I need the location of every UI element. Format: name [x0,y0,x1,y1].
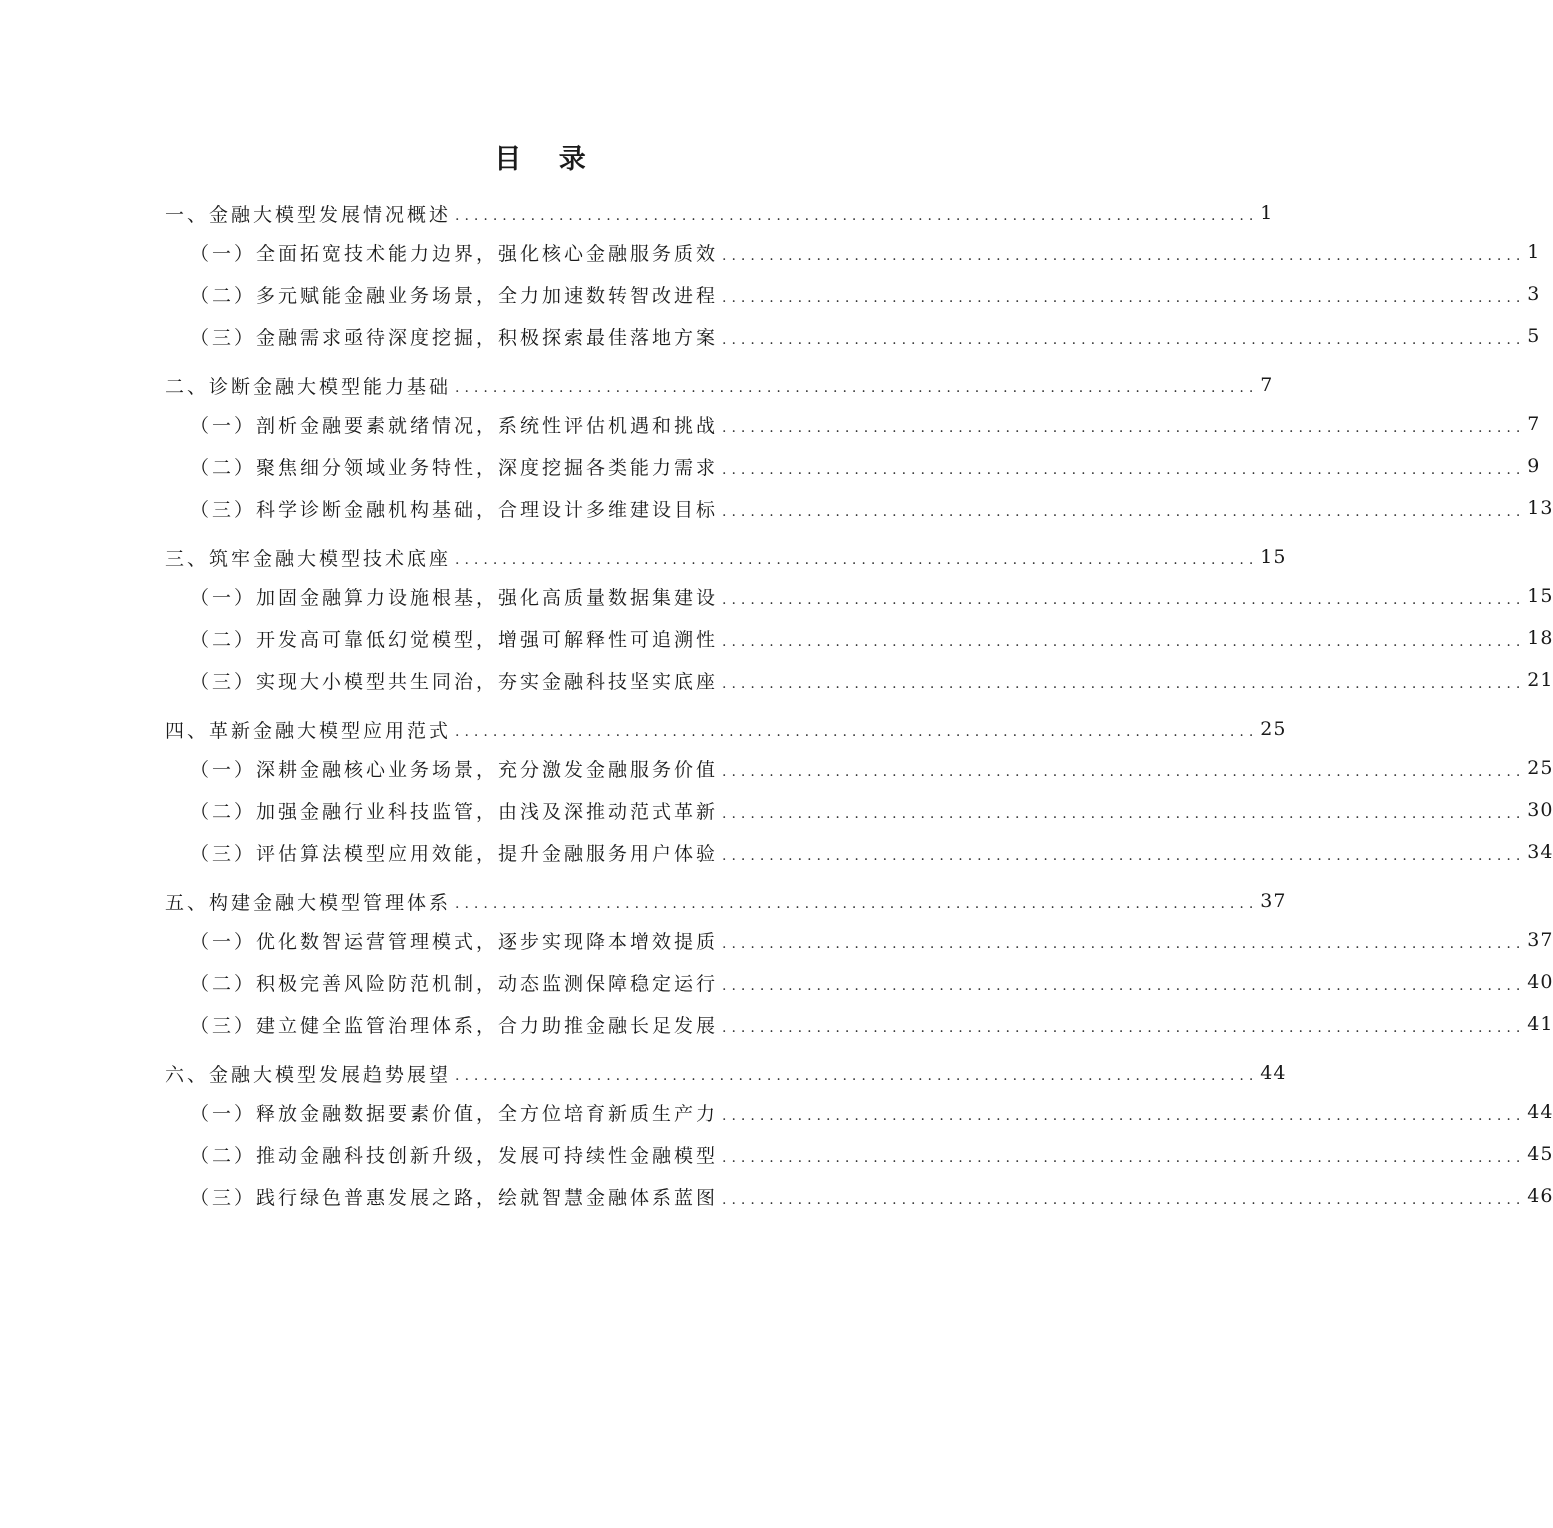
dot-leader: ..................................................................................... [722,462,1526,478]
toc-page-number: 1 [1527,241,1541,263]
toc-subsection-entry[interactable] [0,747,1553,789]
toc-title: 目 录 [494,144,600,175]
toc-page-number: 7 [1260,374,1274,396]
toc-section [0,539,1553,701]
toc-page-number: 25 [1527,757,1553,779]
toc-entry-label: 五、构建金融大模型管理体系 [165,891,452,914]
toc-page-number: 41 [1527,1013,1553,1035]
toc-subsection-entry[interactable] [0,617,1553,659]
toc-subsection-entry[interactable] [0,315,1541,357]
toc-entry-label: （二）积极完善风险防范机制，动态监测保障稳定运行 [190,972,719,995]
toc-page-number: 40 [1527,971,1553,993]
dot-leader: ..................................................................................... [722,1108,1526,1124]
toc-page-number: 30 [1527,799,1553,821]
toc-page-number: 3 [1527,283,1541,305]
toc-entry-label: （二）聚焦细分领域业务特性，深度挖掘各类能力需求 [190,456,719,479]
toc-section [0,883,1553,1045]
toc-entry-label: （一）全面拓宽技术能力边界，强化核心金融服务质效 [190,242,719,265]
dot-leader: ..................................................................................... [722,634,1526,650]
dot-leader: ..................................................................................... [722,332,1526,348]
toc-page-number: 37 [1527,929,1553,951]
toc-entry-label: （一）深耕金融核心业务场景，充分激发金融服务价值 [190,758,719,781]
dot-leader: ..................................................................................... [722,978,1526,994]
toc-entry-label: 四、革新金融大模型应用范式 [165,719,452,742]
toc-chapter-entry[interactable] [0,195,1274,231]
toc-section [0,711,1553,873]
dot-leader: ..................................................................................... [455,724,1259,740]
toc-page-number: 1 [1260,202,1274,224]
toc-page-number: 45 [1527,1143,1553,1165]
dot-leader: ..................................................................................... [722,764,1526,780]
toc-page-number: 15 [1260,546,1287,568]
toc-section [0,195,1541,357]
toc-entry-label: （三）金融需求亟待深度挖掘，积极探索最佳落地方案 [190,326,719,349]
toc-entry-label: （二）加强金融行业科技监管，由浅及深推动范式革新 [190,800,719,823]
toc-entry-label: 一、金融大模型发展情况概述 [165,203,452,226]
toc-subsection-entry[interactable] [0,659,1553,701]
toc-subsection-entry[interactable] [0,575,1553,617]
toc-entry-label: （一）释放金融数据要素价值，全方位培育新质生产力 [190,1102,719,1125]
toc-subsection-entry[interactable] [0,1091,1553,1133]
dot-leader: ..................................................................................... [722,806,1526,822]
dot-leader: ..................................................................................... [455,552,1259,568]
toc-subsection-entry[interactable] [0,403,1541,445]
toc-subsection-entry[interactable] [0,231,1541,273]
toc-section [0,1055,1553,1217]
toc-subsection-entry[interactable] [0,919,1553,961]
dot-leader: ..................................................................................... [722,504,1526,520]
dot-leader: ..................................................................................... [455,1068,1259,1084]
dot-leader: ..................................................................................... [722,592,1526,608]
toc-subsection-entry[interactable] [0,831,1553,873]
toc-page-number: 9 [1527,455,1541,477]
toc-page-number: 34 [1527,841,1553,863]
dot-leader: ..................................................................................... [722,676,1526,692]
toc-entry-label: （三）实现大小模型共生同治，夯实金融科技坚实底座 [190,670,719,693]
toc-entry-label: 六、金融大模型发展趋势展望 [165,1063,452,1086]
dot-leader: ..................................................................................... [455,896,1259,912]
toc-page-number: 44 [1260,1062,1287,1084]
toc-entry-label: （二）开发高可靠低幻觉模型，增强可解释性可追溯性 [190,628,719,651]
toc-page-number: 37 [1260,890,1287,912]
toc-entry-label: （二）推动金融科技创新升级，发展可持续性金融模型 [190,1144,719,1167]
toc-chapter-entry[interactable] [0,1055,1287,1091]
toc-subsection-entry[interactable] [0,1133,1553,1175]
toc-subsection-entry[interactable] [0,1003,1553,1045]
toc-entry-label: （三）科学诊断金融机构基础，合理设计多维建设目标 [190,498,719,521]
toc-entry-label: 三、筑牢金融大模型技术底座 [165,547,452,570]
toc-subsection-entry[interactable] [0,487,1553,529]
toc-page-number: 21 [1527,669,1553,691]
toc-entry-label: （三）评估算法模型应用效能，提升金融服务用户体验 [190,842,719,865]
toc-entry-label: （三）践行绿色普惠发展之路，绘就智慧金融体系蓝图 [190,1186,719,1209]
toc-chapter-entry[interactable] [0,367,1274,403]
toc-subsection-entry[interactable] [0,961,1553,1003]
toc-page-number: 15 [1527,585,1553,607]
toc-entry-label: （二）多元赋能金融业务场景，全力加速数转智改进程 [190,284,719,307]
toc-subsection-entry[interactable] [0,445,1541,487]
toc-chapter-entry[interactable] [0,883,1287,919]
table-of-contents [0,195,1553,1227]
dot-leader: ..................................................................................... [722,1150,1526,1166]
dot-leader: ..................................................................................... [722,936,1526,952]
dot-leader: ..................................................................................... [722,848,1526,864]
dot-leader: ..................................................................................... [455,208,1259,224]
toc-entry-label: （一）剖析金融要素就绪情况，系统性评估机遇和挑战 [190,414,719,437]
toc-page-number: 13 [1527,497,1553,519]
dot-leader: ..................................................................................... [722,290,1526,306]
dot-leader: ..................................................................................... [722,248,1526,264]
toc-subsection-entry[interactable] [0,789,1553,831]
toc-section [0,367,1553,529]
toc-chapter-entry[interactable] [0,711,1287,747]
dot-leader: ..................................................................................... [722,1020,1526,1036]
dot-leader: ..................................................................................... [455,380,1259,396]
toc-entry-label: （三）建立健全监管治理体系，合力助推金融长足发展 [190,1014,719,1037]
toc-page-number: 5 [1527,325,1541,347]
toc-chapter-entry[interactable] [0,539,1287,575]
toc-page-number: 44 [1527,1101,1553,1123]
toc-subsection-entry[interactable] [0,273,1541,315]
toc-page-number: 25 [1260,718,1287,740]
dot-leader: ..................................................................................... [722,420,1526,436]
toc-entry-label: （一）加固金融算力设施根基，强化高质量数据集建设 [190,586,719,609]
dot-leader: ..................................................................................... [722,1192,1526,1208]
toc-entry-label: （一）优化数智运营管理模式，逐步实现降本增效提质 [190,930,719,953]
toc-page-number: 46 [1527,1185,1553,1207]
toc-subsection-entry[interactable] [0,1175,1553,1217]
toc-page-number: 18 [1527,627,1553,649]
toc-page-number: 7 [1527,413,1541,435]
toc-entry-label: 二、诊断金融大模型能力基础 [165,375,452,398]
